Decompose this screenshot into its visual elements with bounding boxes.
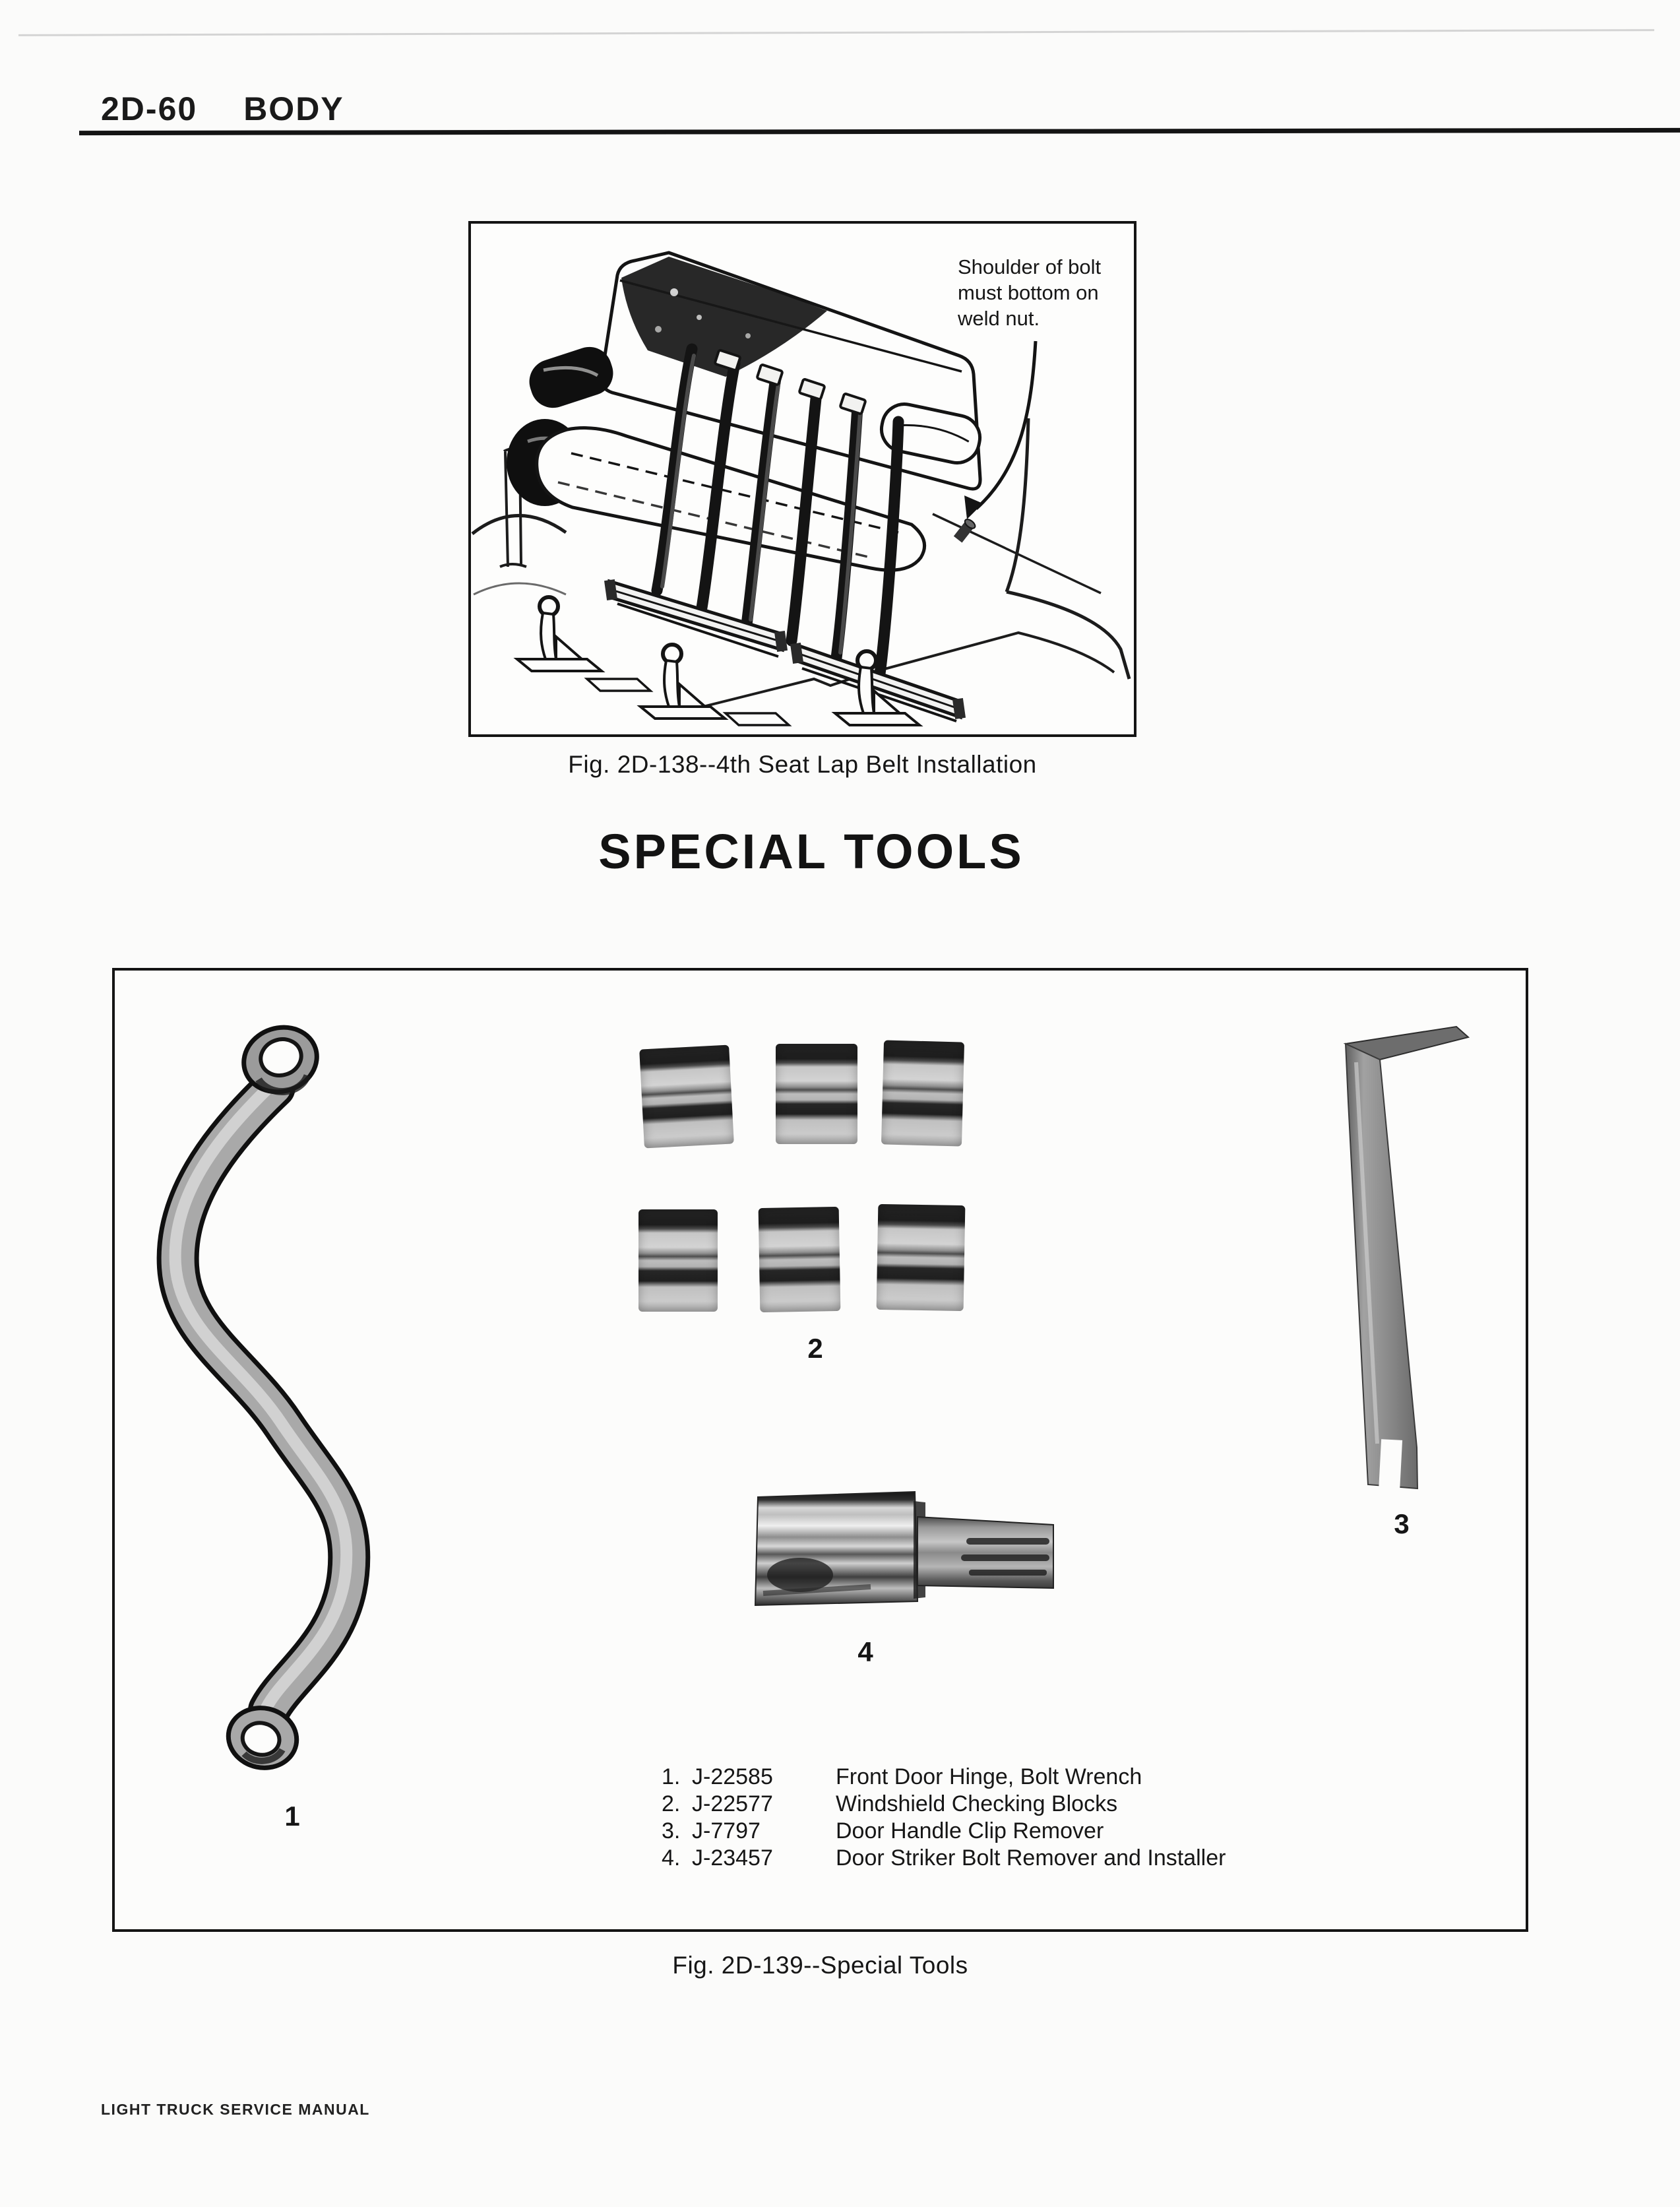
- legend-num: 3.: [662, 1818, 681, 1843]
- checking-block: [881, 1040, 964, 1146]
- legend-desc: Door Handle Clip Remover: [836, 1818, 1104, 1843]
- striker-bolt-tool-drawing: [749, 1488, 1059, 1613]
- checking-block: [759, 1207, 841, 1312]
- figure-caption-2d-138: Fig. 2D-138--4th Seat Lap Belt Installation: [568, 751, 1037, 778]
- page-header: [101, 90, 344, 128]
- section-heading-special-tools: SPECIAL TOOLS: [598, 824, 1024, 879]
- annotation-line: weld nut.: [958, 307, 1040, 330]
- legend-num: 2.: [662, 1791, 681, 1816]
- annotation-line: Shoulder of bolt: [958, 255, 1102, 278]
- tool-label-2: 2: [807, 1333, 823, 1364]
- tool-legend: [662, 1764, 1226, 1872]
- legend-row: [662, 1791, 1226, 1818]
- legend-row: [662, 1845, 1226, 1872]
- legend-code: J-23457: [692, 1845, 773, 1871]
- tool-label-3: 3: [1394, 1508, 1410, 1539]
- legend-desc: Door Striker Bolt Remover and Installer: [836, 1845, 1226, 1871]
- legend-num: 4.: [662, 1845, 681, 1871]
- legend-code: J-7797: [692, 1818, 761, 1843]
- legend-row: [662, 1818, 1226, 1845]
- annotation-weld-nut: [958, 254, 1129, 331]
- legend-num: 1.: [662, 1764, 681, 1789]
- checking-block: [877, 1204, 966, 1311]
- checking-block: [776, 1044, 857, 1144]
- checking-block: [638, 1209, 718, 1312]
- scan-artifact-line: [18, 29, 1654, 36]
- legend-desc: Windshield Checking Blocks: [836, 1791, 1118, 1816]
- page-footer: LIGHT TRUCK SERVICE MANUAL: [101, 2101, 370, 2118]
- legend-row: [662, 1764, 1226, 1791]
- legend-desc: Front Door Hinge, Bolt Wrench: [836, 1764, 1142, 1789]
- figure-special-tools: [112, 968, 1528, 1932]
- legend-code: J-22585: [692, 1764, 773, 1789]
- tool-label-1: 1: [284, 1801, 300, 1832]
- figure-seat-belt-installation: [468, 221, 1136, 737]
- page-title: BODY: [243, 90, 344, 127]
- figure-caption-2d-139: Fig. 2D-139--Special Tools: [672, 1952, 968, 1979]
- page-section-code: 2D-60: [101, 90, 198, 127]
- annotation-line: must bottom on: [958, 281, 1099, 304]
- clip-remover-drawing: [1339, 1021, 1478, 1496]
- legend-code: J-22577: [692, 1791, 773, 1816]
- bolt-wrench-drawing: [152, 1016, 416, 1821]
- checking-block: [639, 1045, 734, 1149]
- header-rule: [79, 128, 1680, 135]
- tool-label-4: 4: [857, 1636, 873, 1667]
